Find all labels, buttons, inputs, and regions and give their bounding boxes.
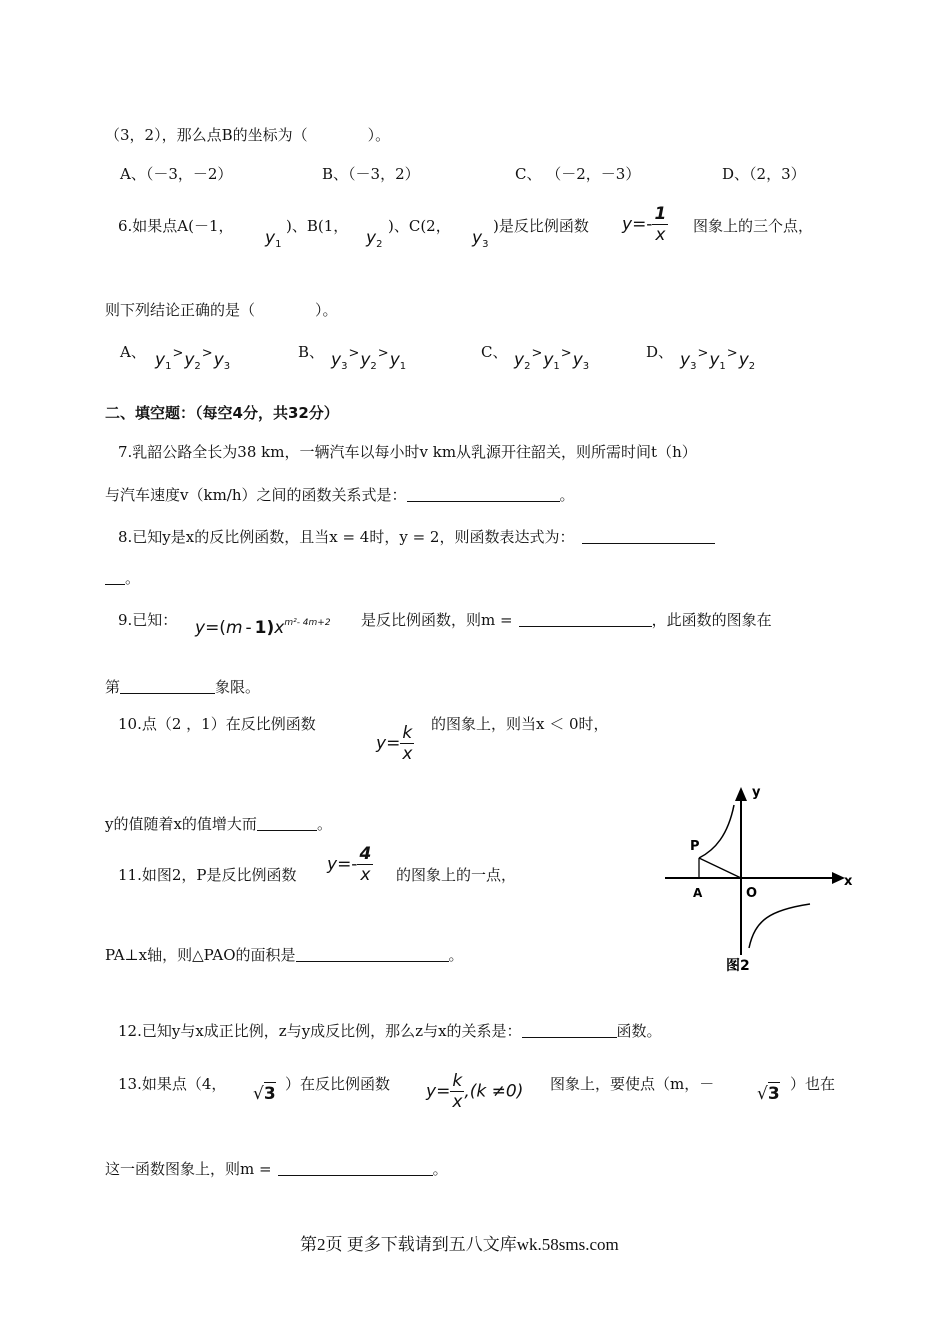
q6-option-c-label: C、 [481,343,508,361]
q6-point-b-text: )、B(1， [286,217,349,235]
q7-line2: 与汽车速度v（km/h）之间的函数关系式是： 。 [105,486,575,504]
q5-option-d: D、（2，3） [722,165,806,183]
curve-lower-right [749,904,810,948]
q9-m-blank[interactable] [519,612,652,627]
q6-y3: $y_3$ [472,228,489,250]
label-x: x [844,874,853,889]
q10-equation: y= $\frac{k}{x}$ [376,723,413,764]
segment-po [699,858,741,878]
q6-tail-text: 图象上的三个点， [693,217,814,235]
q8-line1: 8.已知y是x的反比例函数，且当x = 4时，y = 2，则函数表达式为： [118,526,715,547]
q6-y1: $y_1$ [265,228,282,250]
q9-line2: 第 象限。 [105,678,261,696]
q6-option-d-label: D、 [646,343,674,361]
figure-2 [660,780,860,975]
q13-mid1: ）在反比例函数 [285,1075,391,1093]
q6-point-a-text: 6.如果点A(－1， [118,217,234,235]
q9-quadrant-blank[interactable] [120,679,215,694]
q6-option-a-expr: $y_1^>y_2^>y_3$ [155,346,231,372]
q10-prefix: 10.点（2 ，1）在反比例函数 [118,715,316,733]
q5-continuation: （3，2），那么点B的坐标为（ ）。 [105,126,391,144]
q11-line2: PA⊥x轴，则△PAO的面积是 。 [105,946,464,964]
section-heading: 二、填空题：（每空4分，共32分） [105,404,339,422]
label-p: P [690,839,700,854]
curve-upper-left [699,805,734,858]
label-a: A [693,886,703,900]
q8-answer-blank-cont[interactable] [105,570,125,585]
q10-answer-blank[interactable] [257,816,317,831]
q11-equation: y=- $\frac{4}{x}$ [327,844,372,885]
q13-tail: ）也在 [790,1075,836,1093]
q9-prefix: 9.已知： [118,611,178,629]
q13-prefix: 13.如果点（4， [118,1075,227,1093]
q11-answer-blank[interactable] [296,947,449,962]
q6-continuation: 则下列结论正确的是（ ）。 [105,301,338,319]
q6-option-c-expr: $y_2^>y_1^>y_3$ [514,346,590,372]
q13-answer-blank[interactable] [278,1161,433,1176]
q6-point-c-text: )、C(2， [388,217,451,235]
q13-mid2: 图象上，要使点（m，－ [550,1075,715,1093]
q13-equation: y= $\frac{k}{x}$ ,(k ≠0) [426,1071,524,1112]
q13-line2: 这一函数图象上，则m = 。 [105,1160,448,1178]
q13-sqrt-1: √3 [253,1084,276,1104]
q5-option-a: A、（－3，－2） [120,165,233,183]
q8-answer-blank[interactable] [582,529,715,544]
q9-middle: 是反比例函数，则m = ，此函数的图象在 [361,611,772,629]
q6-option-b-label: B、 [298,343,325,361]
q9-equation: $y=(m - 1)x^{m^2- 4m+2}$ [195,618,331,638]
q8-line2: 。 [105,567,140,588]
q7-answer-blank[interactable] [407,487,560,502]
q6-equation: y=- $\frac{1}{x}$ [622,204,667,245]
figure-caption: 图2 [726,958,750,974]
q5-option-c: C、 （－2，－3） [515,165,641,183]
q13-sqrt-2: √3 [757,1084,780,1104]
q7-line1: 7.乳韶公路全长为38 km，一辆汽车以每小时v km从乳源开往韶关，则所需时间t（h） [118,443,697,461]
q10-post: 的图象上，则当x ＜ 0时， [431,715,609,733]
q5-option-b: B、（－3，2） [322,165,420,183]
page-footer: 第2页 更多下载请到五八文库wk.58sms.com [300,1235,619,1254]
y-axis-arrow [735,787,747,801]
q12-answer-blank[interactable] [522,1023,617,1038]
q6-y2: $y_2$ [366,228,383,250]
label-o: O [746,886,758,901]
q11-post: 的图象上的一点， [396,866,517,884]
q10-line2: y的值随着x的值增大而 。 [105,815,332,833]
q6-option-b-expr: $y_3^>y_2^>y_1$ [331,346,407,372]
label-y: y [752,785,761,800]
q12-line: 12.已知y与x成正比例，z与y成反比例，那么z与x的关系是： 函数。 [118,1022,662,1040]
q6-option-a-label: A、 [120,343,146,361]
q6-function-text: )是反比例函数 [493,217,589,235]
q6-option-d-expr: $y_3^>y_1^>y_2$ [680,346,756,372]
q11-prefix: 11.如图2，P是反比例函数 [118,866,297,884]
